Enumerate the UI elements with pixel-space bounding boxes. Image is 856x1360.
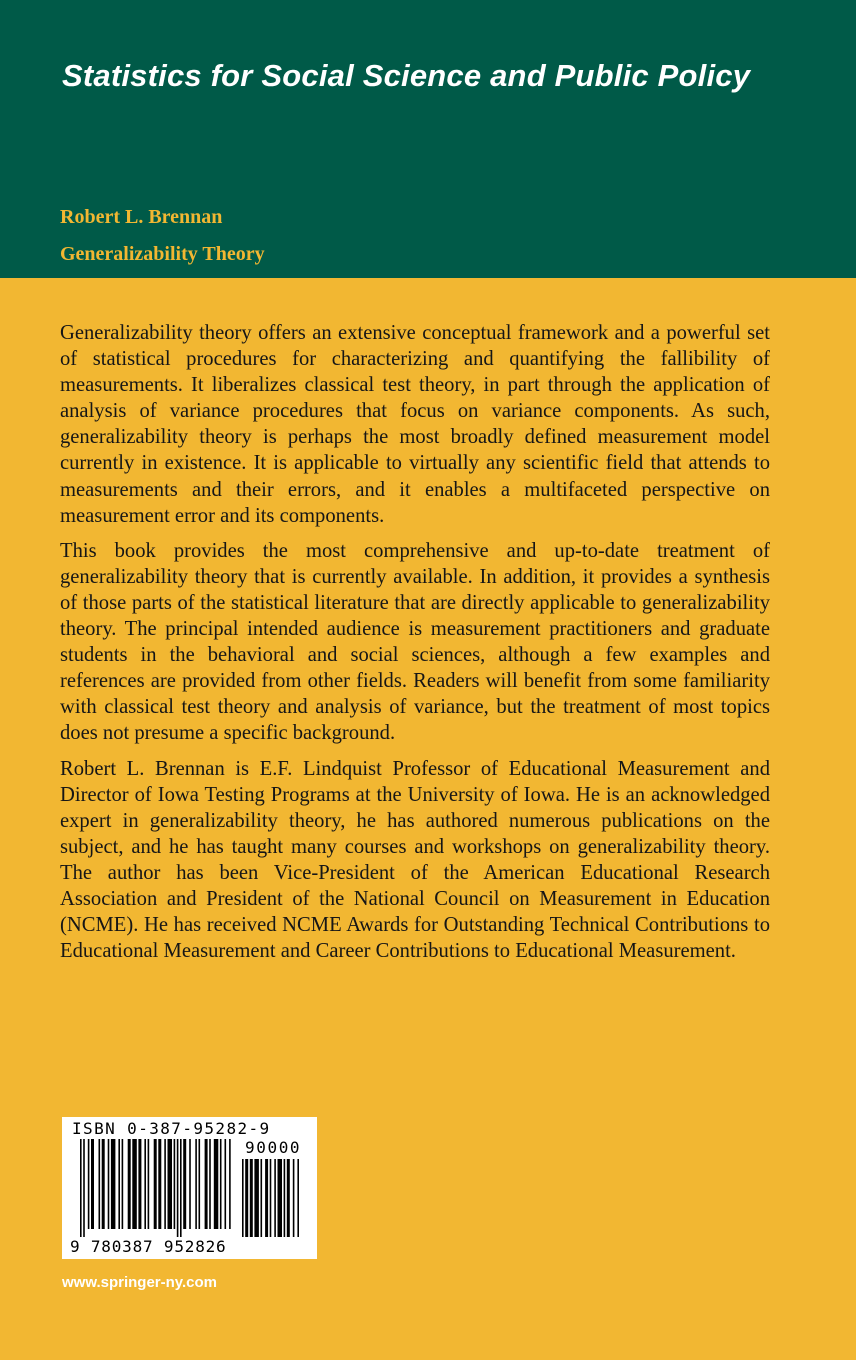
barcode-bar bbox=[118, 1139, 120, 1229]
header-band bbox=[0, 0, 856, 278]
blurb-paragraph-2: This book provides the most comprehensive and up-to-date treatment of generalizability theory that is currently available. In addition, it provides a synthesis of those parts of the statistical literature that are directly applicable to generalizability theory. The principal intended audience is measurement practitioners and graduate students in the behavioral and social sciences, although a few examples and references are provided from other fields. Readers will benefit from some familiarity with classical test theory and analysis of variance, but the treatment of most topics does not presume a specific background. bbox=[60, 539, 770, 745]
barcode-bar bbox=[91, 1139, 94, 1229]
barcode-bar bbox=[242, 1159, 244, 1237]
publisher-url: www.springer-ny.com bbox=[62, 1274, 218, 1291]
barcode-bar bbox=[261, 1159, 263, 1237]
barcode-bar bbox=[88, 1139, 90, 1229]
barcode-bar bbox=[83, 1139, 85, 1237]
blurb-paragraph-1: Generalizability theory offers an extensive conceptual framework and a powerful set of statistical procedures for characterizing and quantifying the fallibility of measurements. It liberalizes classical test theory, in part through the application of analysis of variance procedures that focus on variance components. As such, generalizability theory is perhaps the most broadly defined measurement model currently in existence. It is applicable to virtually any scientific field that attends to measurements and their errors, and it enables a multifaceted perspective on measurement error and its components. bbox=[60, 322, 770, 527]
barcode-bar bbox=[180, 1139, 182, 1237]
barcode-bar bbox=[168, 1139, 173, 1229]
barcode-addon-bars bbox=[242, 1159, 302, 1239]
barcode-bar bbox=[284, 1159, 286, 1237]
isbn-label: ISBN 0-387-95282-9 bbox=[72, 1119, 271, 1138]
barcode-bar bbox=[274, 1159, 276, 1237]
barcode-bar bbox=[132, 1139, 137, 1229]
barcode-bar bbox=[144, 1139, 146, 1229]
barcode-bar bbox=[148, 1139, 150, 1229]
author-name: Robert L. Brennan bbox=[60, 206, 223, 228]
barcode-bar bbox=[138, 1139, 141, 1229]
barcode-bar bbox=[250, 1159, 253, 1237]
barcode-bar bbox=[102, 1139, 105, 1229]
barcode-bar bbox=[254, 1159, 259, 1237]
barcode-bar bbox=[229, 1139, 231, 1229]
barcode-bar bbox=[297, 1159, 299, 1237]
ean-digits: 9 780387 952826 bbox=[70, 1237, 227, 1256]
barcode-bar bbox=[265, 1159, 268, 1237]
barcode-bar bbox=[225, 1139, 227, 1229]
barcode-bar bbox=[278, 1159, 283, 1237]
barcode-bar bbox=[195, 1139, 197, 1229]
barcode-bar bbox=[111, 1139, 116, 1229]
barcode-bar bbox=[164, 1139, 166, 1229]
barcode-bar bbox=[108, 1139, 110, 1229]
barcode-bar bbox=[174, 1139, 176, 1229]
barcode-bar bbox=[199, 1139, 201, 1229]
barcode-bar bbox=[158, 1139, 161, 1229]
barcode-bar bbox=[189, 1139, 191, 1229]
barcode-bar bbox=[177, 1139, 179, 1237]
barcode-bar bbox=[287, 1159, 290, 1237]
barcode-bar bbox=[80, 1139, 82, 1237]
barcode-bar bbox=[183, 1139, 186, 1229]
addon-code: 90000 bbox=[245, 1138, 302, 1157]
barcode-bar bbox=[293, 1159, 295, 1237]
barcode-bar bbox=[209, 1139, 211, 1229]
barcode-bar bbox=[270, 1159, 272, 1237]
blurb bbox=[60, 320, 770, 973]
barcode bbox=[62, 1117, 317, 1259]
barcode-bar bbox=[245, 1159, 248, 1237]
barcode-bar bbox=[220, 1139, 222, 1229]
barcode-bar bbox=[214, 1139, 219, 1229]
book-title: Generalizability Theory bbox=[60, 243, 265, 265]
barcode-bar bbox=[122, 1139, 124, 1229]
barcode-bar bbox=[128, 1139, 131, 1229]
series-title: Statistics for Social Science and Public Policy bbox=[62, 58, 751, 93]
barcode-bars bbox=[80, 1139, 232, 1237]
barcode-bar bbox=[99, 1139, 101, 1229]
barcode-bar bbox=[154, 1139, 157, 1229]
barcode-bar bbox=[205, 1139, 208, 1229]
author-bio: Robert L. Brennan is E.F. Lindquist Professor of Educational Measurement and Director of Iowa Testing Programs at the University of Iowa. He is an acknowledged expert in generalizability theory, he has authored numerous publications on the subject, and he has taught many courses and workshops on generalizability theory. The author has been Vice-President of the American Educational Research Association and President of the National Council on Measurement in Education (NCME). He has received NCME Awards for Outstanding Technical Contributions to Educational Measurement and Career Contributions to Educational Measurement. bbox=[60, 757, 770, 963]
